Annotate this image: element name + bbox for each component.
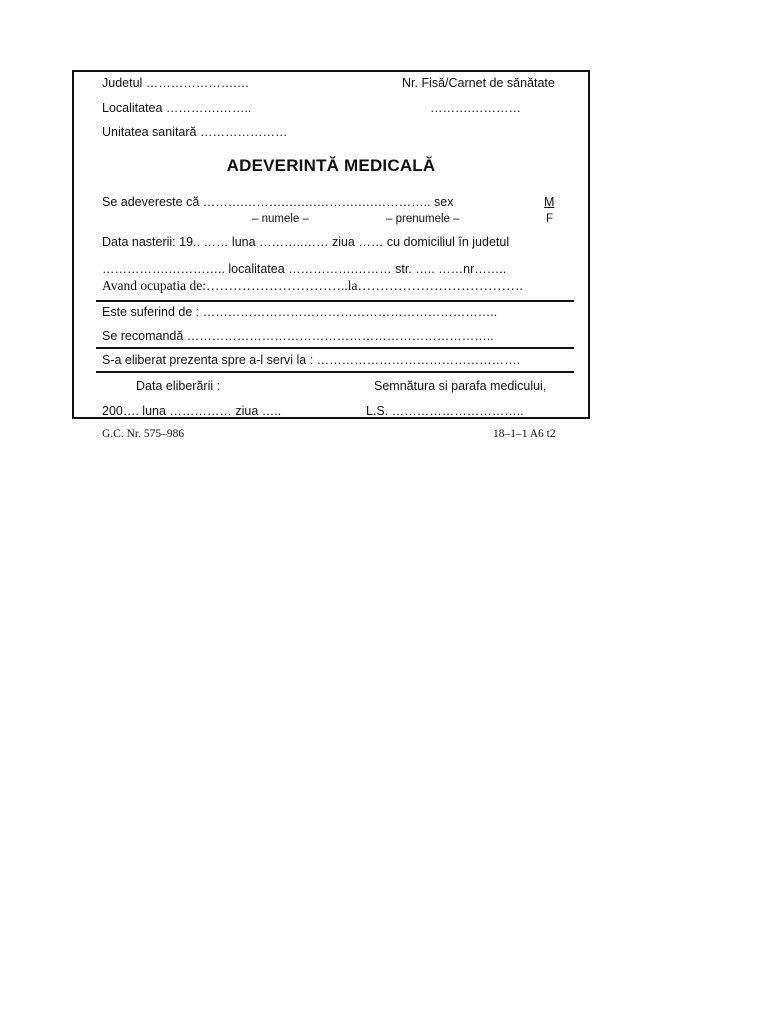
localitatea-field: Localitatea ………….…….. — [102, 101, 252, 115]
numele-caption: – numele – — [252, 213, 309, 225]
document-title: ADEVERINTĂ MEDICALĂ — [226, 156, 436, 175]
se-adevereste-line: Se adevereste că ……….……….….….……….….………….. sex — [102, 195, 454, 209]
divider-2 — [96, 347, 574, 349]
unitatea-sanitara-field: Unitatea sanitară ………………… — [102, 125, 288, 139]
localitate-strada-line: …………….………….. localitatea …………….……… str. ….. ……nr…….. — [102, 262, 507, 276]
data-nasterii-line: Data nasterii: 19.. …… luna ………..…… ziua …… cu domiciliul în judetul — [102, 235, 510, 249]
eliberat-line: S-a eliberat prezenta spre a-l servi la : …………………………………………. — [102, 353, 521, 367]
judetul-field: Judetul ………………….… — [102, 76, 250, 90]
divider-3 — [96, 371, 574, 373]
recomanda-line: Se recomandă ……………………………………………………………….. — [102, 329, 494, 343]
ls-signature-line: L.S. ………………………….. — [366, 404, 524, 418]
nr-fisa-label: Nr. Fisă/Carnet de sănătate — [402, 76, 555, 90]
sex-f-option: F — [546, 213, 554, 225]
footer-print-code: 18–1–1 A6 t2 — [493, 428, 556, 440]
an-luna-ziua-line: 200…. luna …………… ziua ….. — [102, 404, 282, 418]
ocupatia-line: Avand ocupatia de:…………………………..la………………………………. — [102, 278, 523, 293]
sex-m-option: M — [544, 195, 555, 209]
nr-fisa-field: ……….………… — [430, 101, 521, 115]
prenumele-caption: – prenumele – — [386, 213, 460, 225]
divider-1 — [96, 300, 574, 302]
suferind-line: Este suferind de : …………………………………………………………….. — [102, 305, 498, 319]
data-eliberarii-label: Data eliberării : — [136, 379, 221, 393]
medical-certificate-form — [72, 70, 590, 419]
footer-form-code: G.C. Nr. 575–986 — [102, 428, 185, 440]
semnatura-label: Semnătura si parafa medicului, — [374, 379, 547, 393]
